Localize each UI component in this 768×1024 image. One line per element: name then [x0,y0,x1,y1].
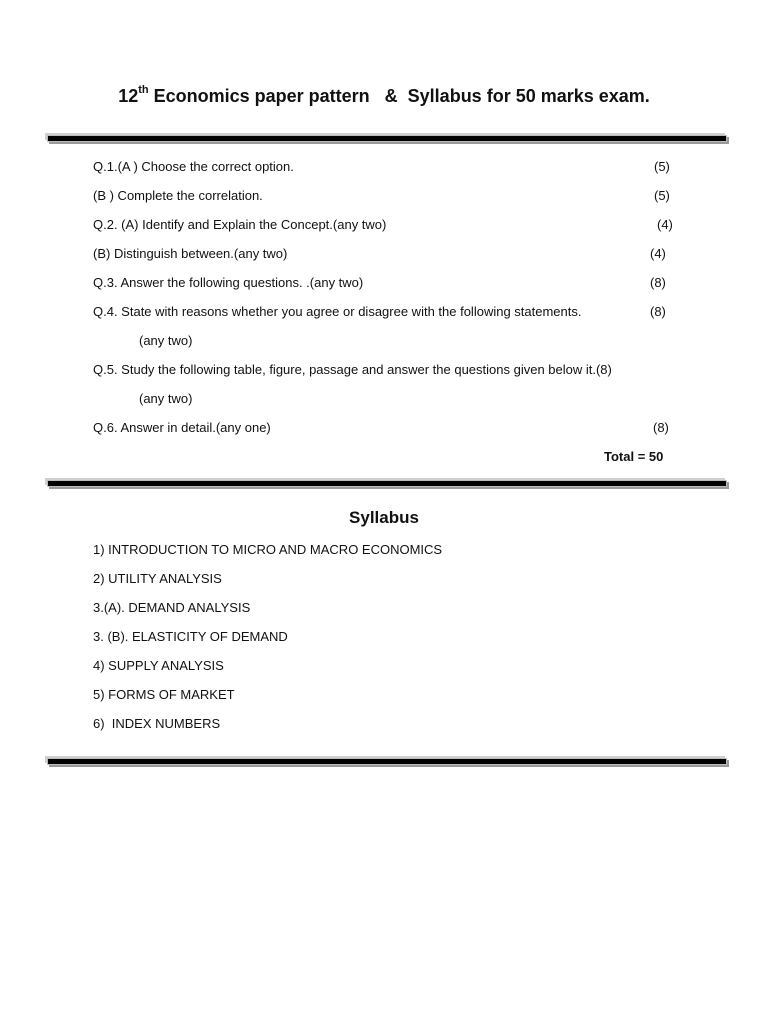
pattern-marks-q3: (8) [650,275,666,290]
pattern-row-q2b: (B) Distinguish between.(any two) [93,246,288,261]
pattern-marks-q1b: (5) [654,188,670,203]
title-prefix: 12 [118,86,139,106]
syllabus-item: 4) SUPPLY ANALYSIS [93,658,224,673]
pattern-marks-q2b: (4) [650,246,666,261]
pattern-row-q5: Q.5. Study the following table, figure, passage and answer the questions given below it.(8) [93,362,612,377]
pattern-row-q3: Q.3. Answer the following questions. .(any two) [93,275,364,290]
pattern-marks-q6: (8) [653,420,669,435]
pattern-row-q5-note: (any two) [139,391,193,406]
pattern-row-q2a: Q.2. (A) Identify and Explain the Concept.(any two) [93,217,387,232]
pattern-row-q1b: (B ) Complete the correlation. [93,188,263,203]
pattern-row-q4-note: (any two) [139,333,193,348]
syllabus-item: 6) INDEX NUMBERS [93,716,221,731]
divider-bottom [47,758,727,765]
divider-middle [47,480,727,487]
divider-top [47,135,727,142]
title-rest: Economics paper pattern & Syllabus for 50 marks exam. [148,86,650,106]
pattern-row-q4: Q.4. State with reasons whether you agree or disagree with the following statements. [93,304,582,319]
syllabus-heading: Syllabus [349,508,419,527]
total-marks: Total = 50 [604,449,664,464]
pattern-marks-q4: (8) [650,304,666,319]
syllabus-item: 1) INTRODUCTION TO MICRO AND MACRO ECONOMICS [93,542,443,557]
page-title [0,86,768,107]
syllabus-item: 3. (B). ELASTICITY OF DEMAND [93,629,288,644]
syllabus-item: 2) UTILITY ANALYSIS [93,571,222,586]
title-superscript: th [138,84,149,96]
syllabus-item: 5) FORMS OF MARKET [93,687,235,702]
pattern-row-q6: Q.6. Answer in detail.(any one) [93,420,271,435]
pattern-marks-q2a: (4) [657,217,673,232]
pattern-row-q1a: Q.1.(A ) Choose the correct option. [93,159,294,174]
pattern-marks-q1a: (5) [654,159,670,174]
syllabus-item: 3.(A). DEMAND ANALYSIS [93,600,251,615]
